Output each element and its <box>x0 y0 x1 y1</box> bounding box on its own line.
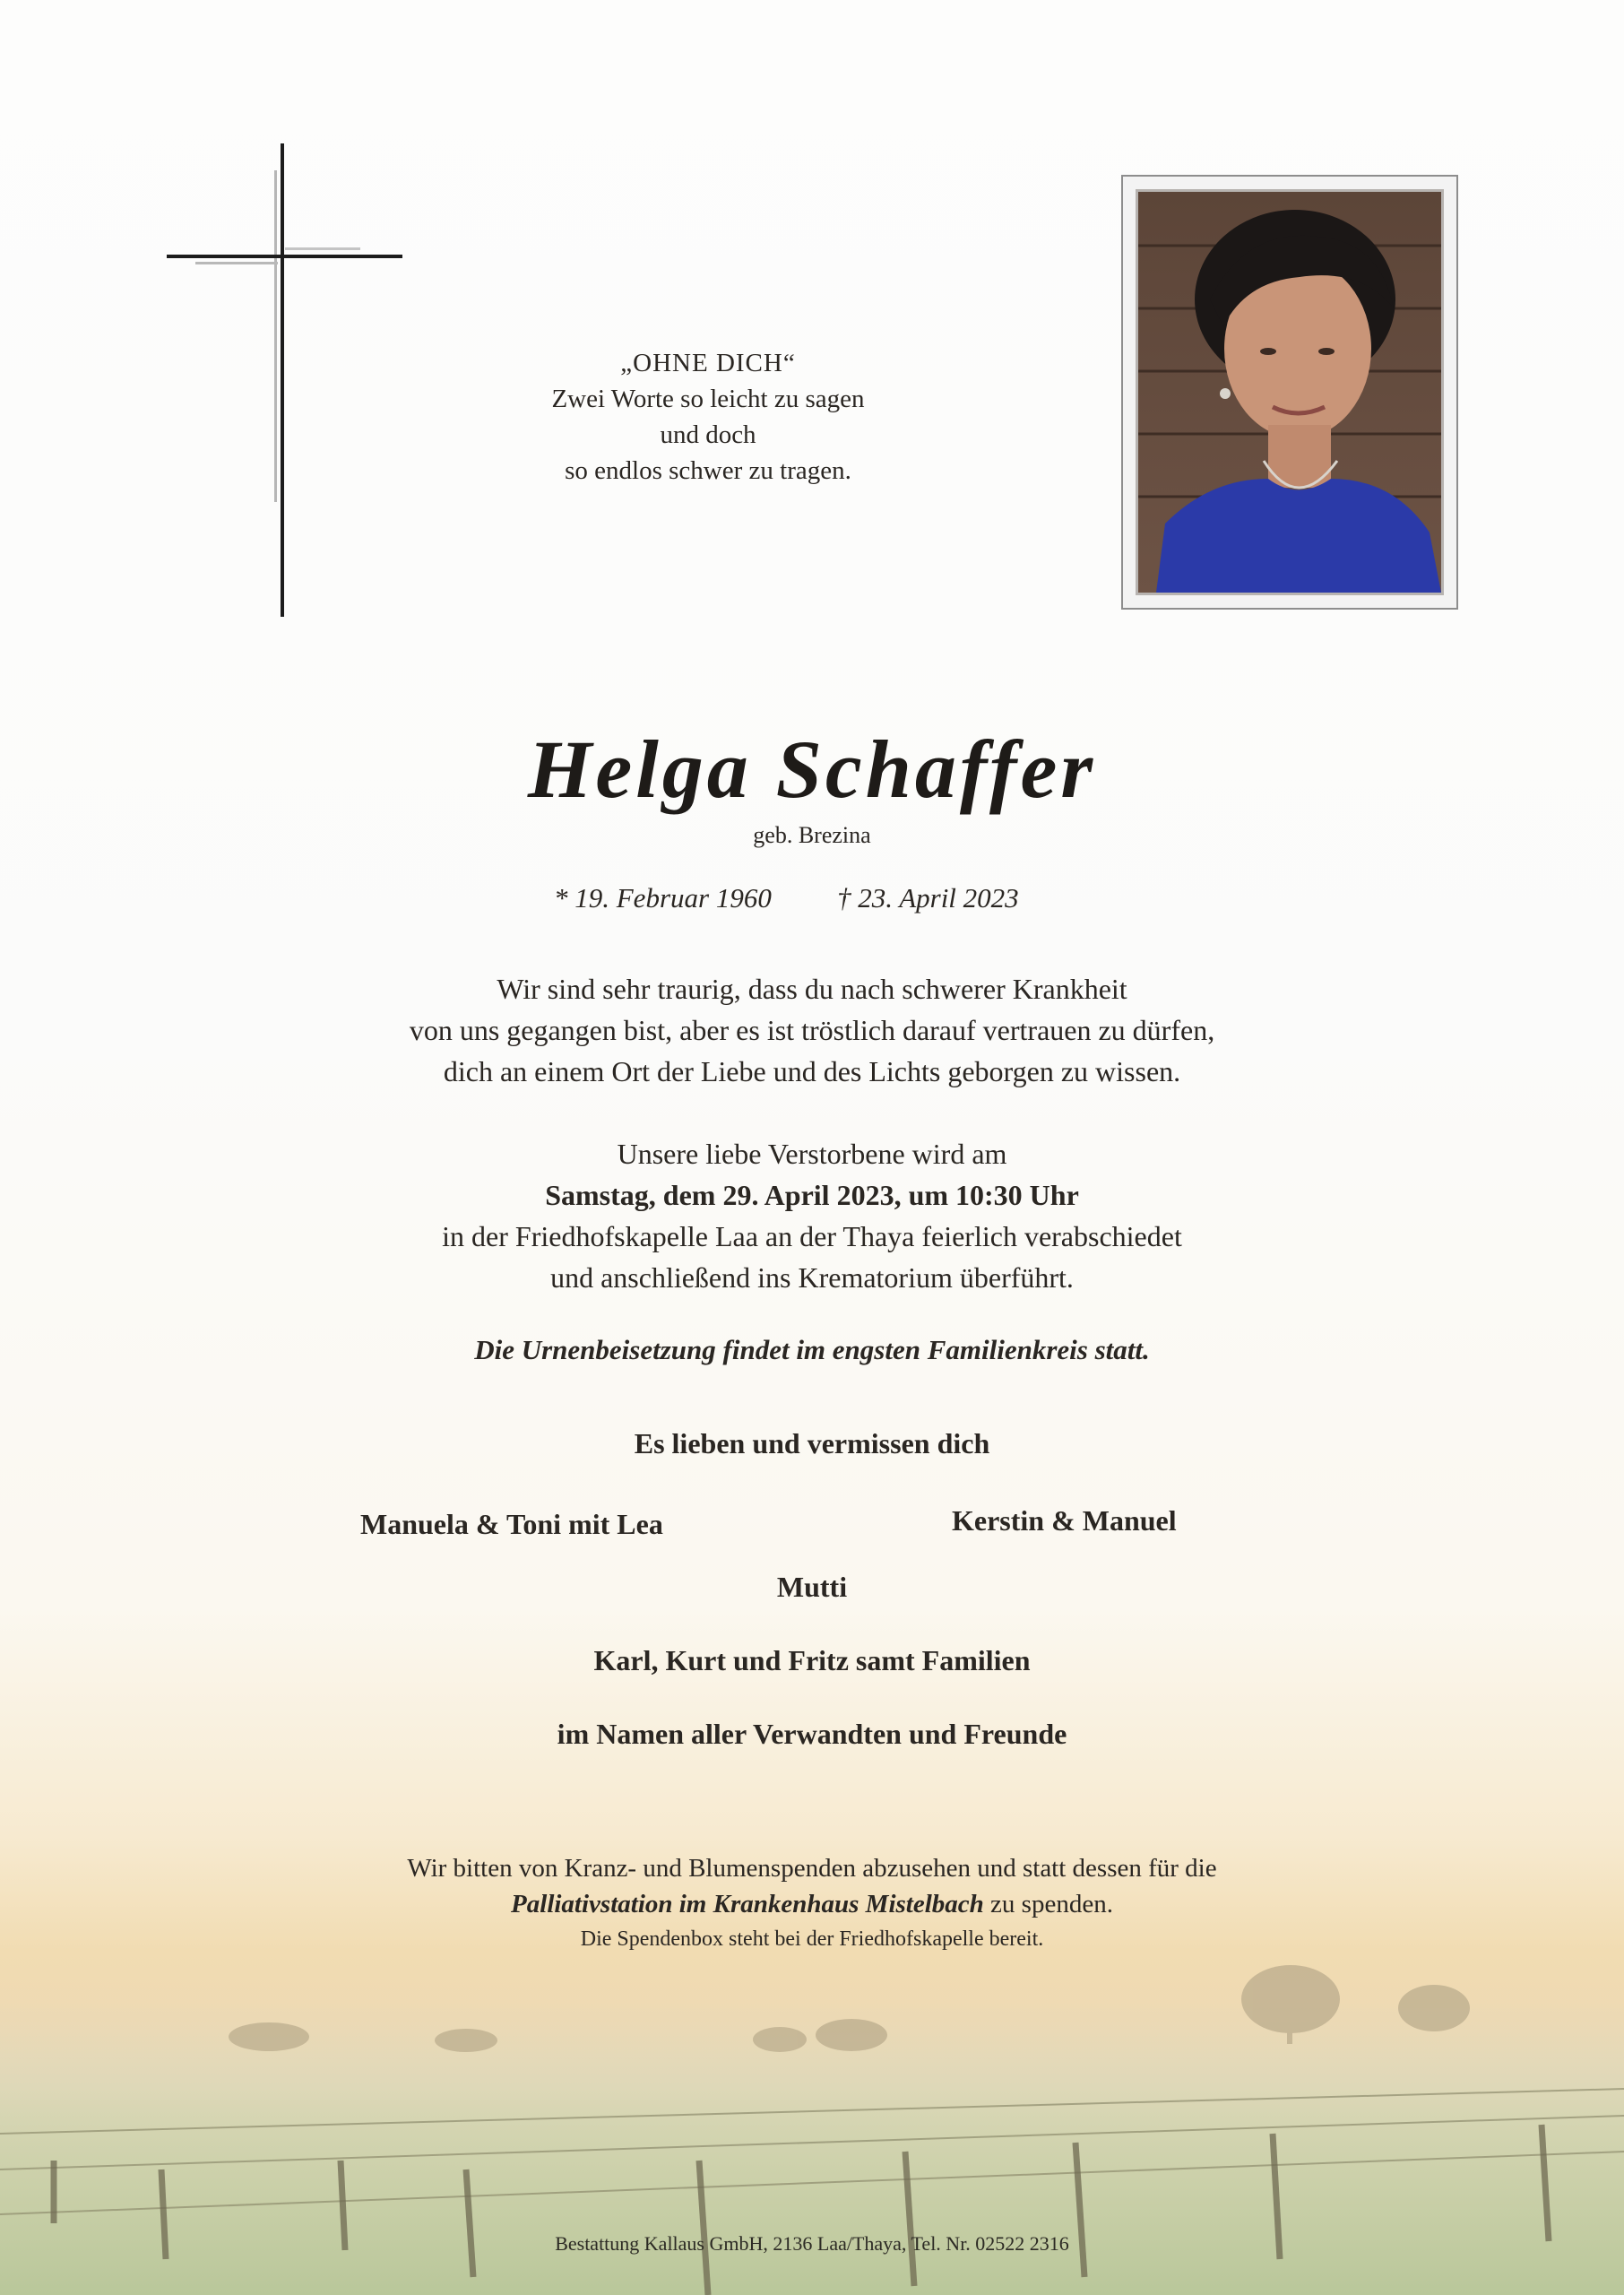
maiden-name: geb. Brezina <box>753 822 871 848</box>
deceased-name: Helga Schaffer <box>527 723 1097 815</box>
donation-box-note: Die Spendenbox steht bei der Friedhofskapelle bereit. <box>580 1927 1044 1951</box>
ceremony-intro: Unsere liebe Verstorbene wird am <box>617 1138 1007 1170</box>
mourner-mother: Mutti <box>776 1571 848 1603</box>
mourner-all: im Namen aller Verwandten und Freunde <box>557 1718 1067 1750</box>
donation-suffix: zu spenden. <box>983 1890 1113 1918</box>
ceremony-date: Samstag, dem 29. April 2023, um 10:30 Uhr <box>545 1179 1079 1211</box>
quote-line: Zwei Worte so leicht zu sagen <box>551 385 865 413</box>
quote-block <box>435 345 981 489</box>
quote-line: und doch <box>660 420 756 449</box>
mourners-heading: Es lieben und vermissen dich <box>634 1427 990 1459</box>
donation-place: Palliativstation im Krankenhaus Mistelbach <box>511 1890 984 1918</box>
quote-title: „OHNE DICH“ <box>620 349 796 377</box>
ceremony-info <box>0 1133 1624 1298</box>
message-line: Wir sind sehr traurig, dass du nach schwerer Krankheit <box>497 973 1127 1005</box>
message-line: dich an einem Ort der Liebe und des Lichts geborgen zu wissen. <box>443 1055 1181 1087</box>
funeral-home-footer: Bestattung Kallaus GmbH, 2136 Laa/Thaya, Tel. Nr. 02522 2316 <box>555 2232 1069 2255</box>
message-line: von uns gegangen bist, aber es ist tröstlich darauf vertrauen zu dürfen, <box>409 1014 1215 1046</box>
mourner-brothers: Karl, Kurt und Fritz samt Familien <box>593 1644 1031 1676</box>
urn-note: Die Urnenbeisetzung findet im engsten Familienkreis statt. <box>474 1334 1150 1365</box>
quote-line: so endlos schwer zu tragen. <box>565 456 851 485</box>
donation-request <box>0 1850 1624 1922</box>
ceremony-after: und anschließend ins Krematorium überführt. <box>550 1261 1074 1294</box>
donation-line: Wir bitten von Kranz- und Blumenspenden abzusehen und statt dessen für die <box>407 1854 1217 1883</box>
death-date: † 23. April 2023 <box>837 882 1019 914</box>
mourner-family-left: Manuela & Toni mit Lea <box>360 1508 663 1540</box>
portrait-image <box>1138 192 1441 593</box>
donation-line-2 <box>0 1886 1624 1922</box>
birth-date: * 19. Februar 1960 <box>554 882 772 914</box>
ceremony-place: in der Friedhofskapelle Laa an der Thaya feierlich verabschiedet <box>442 1220 1182 1252</box>
condolence-message <box>0 968 1624 1092</box>
portrait-photo <box>1121 175 1458 610</box>
mourner-family-right: Kerstin & Manuel <box>952 1504 1177 1537</box>
